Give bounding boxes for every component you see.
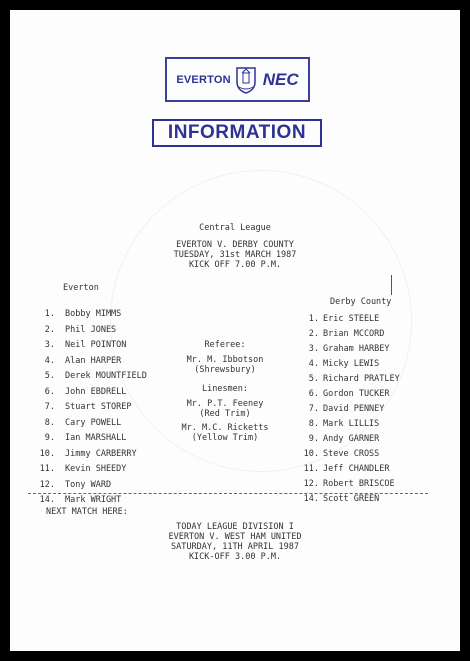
derby-player-number: 4. <box>308 359 319 369</box>
derby-player-number: 8. <box>308 419 319 429</box>
everton-player-name: Tony WARD <box>65 479 112 490</box>
everton-player-number: 9. <box>44 433 55 443</box>
next-match-date: SATURDAY, 11TH APRIL 1987 <box>171 542 299 552</box>
linesman2-trim: (Yellow Trim) <box>191 433 259 443</box>
derby-player-number: 2. <box>308 329 319 339</box>
section-divider <box>28 493 428 494</box>
everton-player-number: 8. <box>44 417 55 428</box>
everton-player-name: Alan HARPER <box>65 355 122 366</box>
derby-player-number: 1. <box>308 314 319 324</box>
next-match-teams: EVERTON V. WEST HAM UNITED <box>168 532 302 542</box>
everton-player-name: Stuart STOREP <box>65 402 132 412</box>
league-title: Central League <box>199 223 271 233</box>
everton-player-name: Derek MOUNTFIELD <box>65 371 147 381</box>
everton-player-number: 7. <box>44 402 55 412</box>
everton-player-number: 11. <box>39 464 55 474</box>
derby-player-number: 6. <box>308 389 319 399</box>
derby-player-name: Robert BRISCOE <box>323 479 395 489</box>
everton-player-number: 4. <box>44 355 55 366</box>
linesman1-trim: (Red Trim) <box>199 409 251 419</box>
next-match-label: NEXT MATCH HERE: <box>46 507 128 517</box>
everton-player-name: Bobby MIMMS <box>65 309 122 319</box>
everton-player-number: 10. <box>39 448 55 459</box>
derby-player-name: Mark LILLIS <box>323 419 380 429</box>
derby-player-number: 11. <box>303 464 319 474</box>
everton-player-name: Phil JONES <box>65 324 117 335</box>
everton-player-number: 12. <box>39 479 55 490</box>
derby-player-name: Richard PRATLEY <box>323 374 400 384</box>
linesmen-label: Linesmen: <box>201 384 249 394</box>
next-match-competition: TODAY LEAGUE DIVISION I <box>176 522 294 532</box>
everton-player-number: 2. <box>44 324 55 335</box>
derby-player-name: Micky LEWIS <box>323 359 380 369</box>
everton-crest-icon <box>235 66 257 94</box>
match-kickoff: KICK OFF 7.00 P.M. <box>188 260 282 270</box>
linesman1-name: Mr. P.T. Feeney <box>186 399 264 409</box>
derby-player-number: 3. <box>308 344 319 354</box>
derby-player-number: 9. <box>308 434 319 444</box>
everton-player-name: Kevin SHEEDY <box>65 464 127 474</box>
referee-label: Referee: <box>204 340 246 350</box>
referee-name: Mr. M. Ibbotson <box>186 355 264 365</box>
margin-mark <box>391 275 392 295</box>
derby-player-name: Andy GARNER <box>323 434 380 444</box>
derby-player-number: 7. <box>308 404 319 414</box>
everton-player-name: John EBDRELL <box>65 386 127 397</box>
everton-player-name: Jimmy CARBERRY <box>65 448 137 459</box>
derby-player-name: Scott GREEN <box>323 494 380 504</box>
referee-town: (Shrewsbury) <box>194 365 256 375</box>
match-title: EVERTON V. DERBY COUNTY <box>176 240 294 250</box>
derby-player-name: Gordon TUCKER <box>323 389 390 399</box>
information-banner: INFORMATION <box>152 119 322 147</box>
everton-player-number: 3. <box>44 340 55 350</box>
logo-nec-text: NEC <box>262 69 299 89</box>
derby-player-number: 14. <box>303 494 319 504</box>
everton-player-name: Neil POINTON <box>65 340 127 350</box>
everton-heading: Everton <box>63 283 99 293</box>
derby-player-name: Brian MCCORD <box>323 329 385 339</box>
derby-heading: Derby County <box>330 297 392 307</box>
everton-player-name: Mark WRIGHT <box>65 495 122 505</box>
linesman2-name: Mr. M.C. Ricketts <box>181 423 269 433</box>
derby-player-number: 12. <box>303 479 319 489</box>
everton-player-number: 1. <box>44 309 55 319</box>
logo-everton-text: EVERTON <box>176 73 231 86</box>
derby-player-name: Steve CROSS <box>323 449 380 459</box>
derby-player-name: David PENNEY <box>323 404 385 414</box>
derby-player-name: Eric STEELE <box>323 314 380 324</box>
everton-player-number: 5. <box>44 371 55 381</box>
everton-nec-logo <box>165 57 310 102</box>
programme-sheet <box>10 10 460 651</box>
derby-player-number: 10. <box>303 449 319 459</box>
everton-player-number: 6. <box>44 386 55 397</box>
everton-player-name: Ian MARSHALL <box>65 433 127 443</box>
derby-player-name: Graham HARBEY <box>323 344 390 354</box>
derby-player-name: Jeff CHANDLER <box>323 464 390 474</box>
match-date: TUESDAY, 31st MARCH 1987 <box>173 250 297 260</box>
derby-player-number: 5. <box>308 374 319 384</box>
everton-player-number: 14. <box>39 495 55 505</box>
everton-player-name: Cary POWELL <box>65 417 122 428</box>
next-match-kickoff: KICK-OFF 3.00 P.M. <box>188 552 282 562</box>
